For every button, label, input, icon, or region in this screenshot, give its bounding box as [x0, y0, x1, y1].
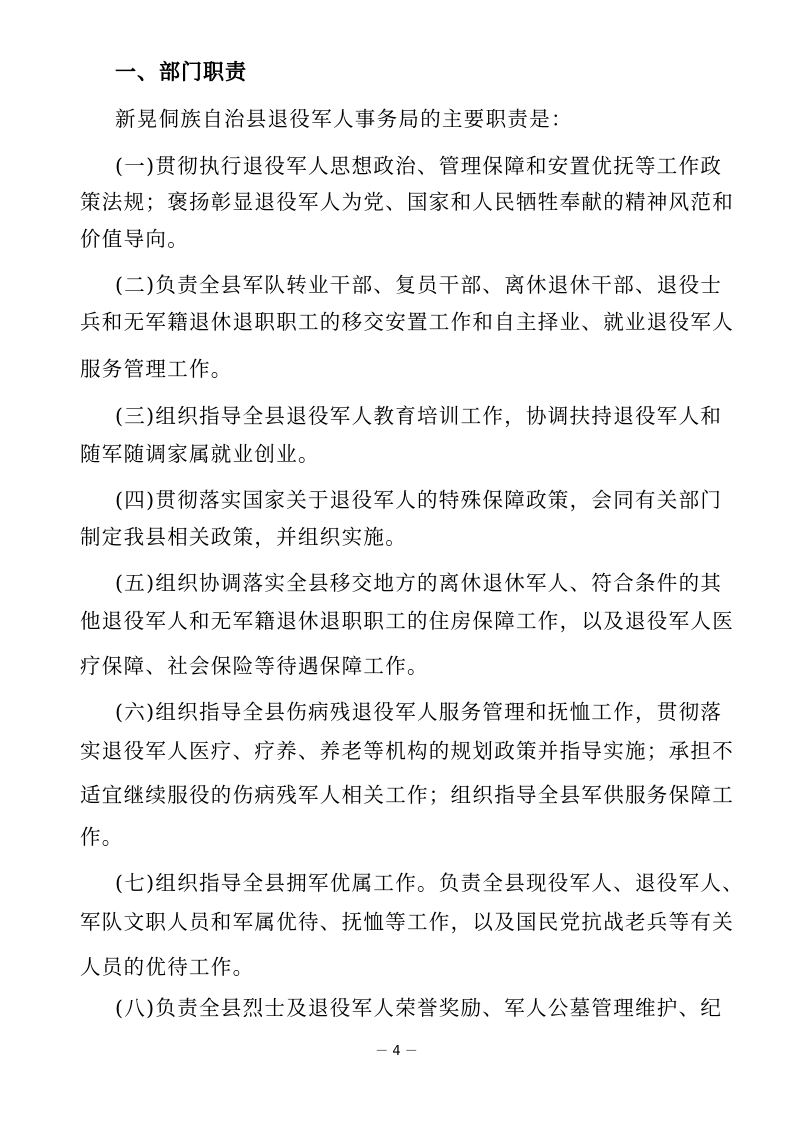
duty-item-1-line-3: 价值导向。 [80, 227, 189, 251]
duty-item-1-line-2: 策法规；褒扬彰显退役军人为党、国家和人民牺牲奉献的精神风范和 [80, 190, 734, 214]
duty-item-3-line-1: (三)组织指导全县退役军人教育培训工作，协调扶持退役军人和 [115, 404, 723, 428]
duty-item-7-line-1: (七)组织指导全县拥军优属工作。负责全县现役军人、退役军人、 [115, 871, 744, 895]
duty-item-7-line-2: 军队文职人员和军属优待、抚恤等工作，以及国民党抗战老兵等有关 [80, 910, 734, 934]
duty-item-6-line-4: 作。 [80, 825, 124, 849]
intro-paragraph: 新晃侗族自治县退役军人事务局的主要职责是： [115, 107, 573, 131]
duty-item-3-line-2: 随军随调家属就业创业。 [80, 442, 320, 466]
duty-item-2-line-1: (二)负责全县军队转业干部、复员干部、离休退休干部、退役士 [115, 273, 723, 297]
duty-item-6-line-2: 实退役军人医疗、疗养、养老等机构的规划政策并指导实施；承担不 [80, 739, 734, 763]
section-heading: 一、部门职责 [115, 60, 247, 84]
duty-item-7-line-3: 人员的优待工作。 [80, 955, 255, 979]
duty-item-8-line-1: (八)负责全县烈士及退役军人荣誉奖励、军人公墓管理维护、纪 [115, 996, 723, 1020]
duty-item-4-line-1: (四)贯彻落实国家关于退役军人的特殊保障政策，会同有关部门 [115, 488, 723, 512]
duty-item-4-line-2: 制定我县相关政策，并组织实施。 [80, 525, 407, 549]
duty-item-5-line-3: 疗保障、社会保险等待遇保障工作。 [80, 654, 429, 678]
page-number: － 4 － [375, 1044, 418, 1059]
duty-item-6-line-1: (六)组织指导全县伤病残退役军人服务管理和抚恤工作，贯彻落 [115, 700, 723, 724]
duty-item-5-line-1: (五)组织协调落实全县移交地方的离休退休军人、符合条件的其 [115, 571, 723, 595]
duty-item-1-line-1: (一)贯彻执行退役军人思想政治、管理保障和安置优抚等工作政 [115, 154, 723, 178]
duty-item-2-line-2: 兵和无军籍退休退职职工的移交安置工作和自主择业、就业退役军人 [80, 310, 734, 334]
duty-item-5-line-2: 他退役军人和无军籍退休退职职工的住房保障工作，以及退役军人医 [80, 609, 734, 633]
duty-item-6-line-3: 适宜继续服役的伤病残军人相关工作；组织指导全县军供服务保障工 [80, 783, 734, 807]
duty-item-2-line-3: 服务管理工作。 [80, 357, 233, 381]
